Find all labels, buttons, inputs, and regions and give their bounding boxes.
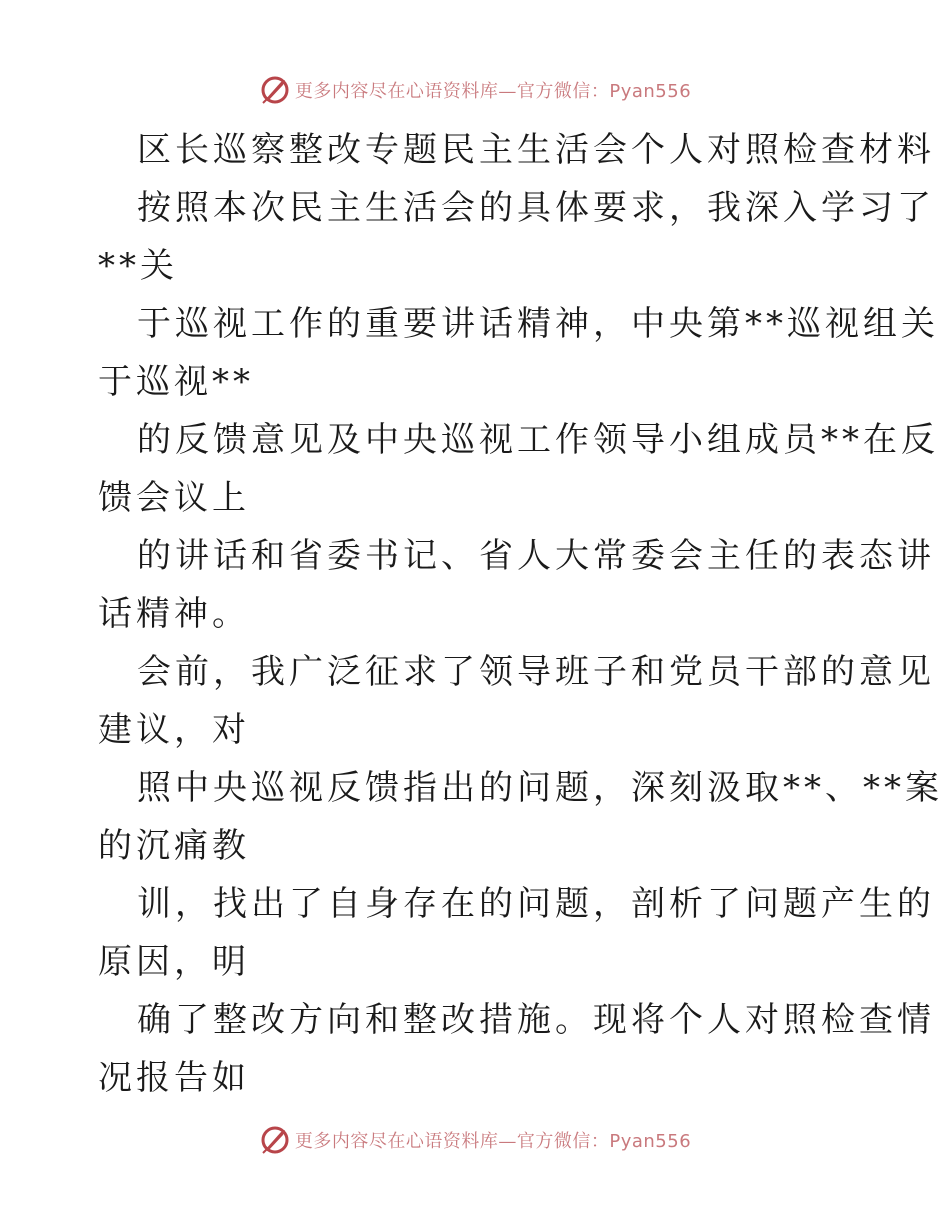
document-title: 区长巡察整改专题民主生活会个人对照检查材料 <box>137 130 935 170</box>
quill-logo-icon <box>259 1124 291 1156</box>
footer-wechat-account: Pyan556 <box>609 1131 692 1152</box>
paragraph-line: 训，找出了自身存在的问题，剖析了问题产生的 <box>137 884 935 924</box>
paragraph-line: 会前，我广泛征求了领导班子和党员干部的意见 <box>137 652 935 692</box>
paragraph-line: 按照本次民主生活会的具体要求，我深入学习了 <box>137 188 935 228</box>
paragraph-line: 于巡视工作的重要讲话精神，中央第**巡视组关 <box>137 304 939 344</box>
paragraph-line: 况报告如 <box>98 1058 250 1098</box>
paragraph-line: **关 <box>98 246 178 286</box>
header-watermark-banner <box>0 70 950 110</box>
header-wechat-account: Pyan556 <box>609 81 692 102</box>
paragraph-line: 的沉痛教 <box>98 826 250 866</box>
quill-logo-icon <box>259 74 291 106</box>
paragraph-line: 原因，明 <box>98 942 250 982</box>
paragraph-line: 确了整改方向和整改措施。现将个人对照检查情 <box>137 1000 935 1040</box>
paragraph-line: 于巡视** <box>98 362 254 402</box>
paragraph-line: 的反馈意见及中央巡视工作领导小组成员**在反 <box>137 420 939 460</box>
paragraph-line: 的讲话和省委书记、省人大常委会主任的表态讲 <box>137 536 935 576</box>
paragraph-line: 馈会议上 <box>98 478 250 518</box>
footer-watermark-banner <box>0 1120 950 1160</box>
footer-banner-text: 更多内容尽在心语资料库—官方微信：Pyan556 <box>294 1131 692 1152</box>
header-banner-text: 更多内容尽在心语资料库—官方微信：Pyan556 <box>294 81 692 102</box>
paragraph-line: 照中央巡视反馈指出的问题，深刻汲取**、**案 <box>137 768 943 808</box>
paragraph-line: 建议，对 <box>98 710 250 750</box>
paragraph-line: 话精神。 <box>98 594 250 634</box>
